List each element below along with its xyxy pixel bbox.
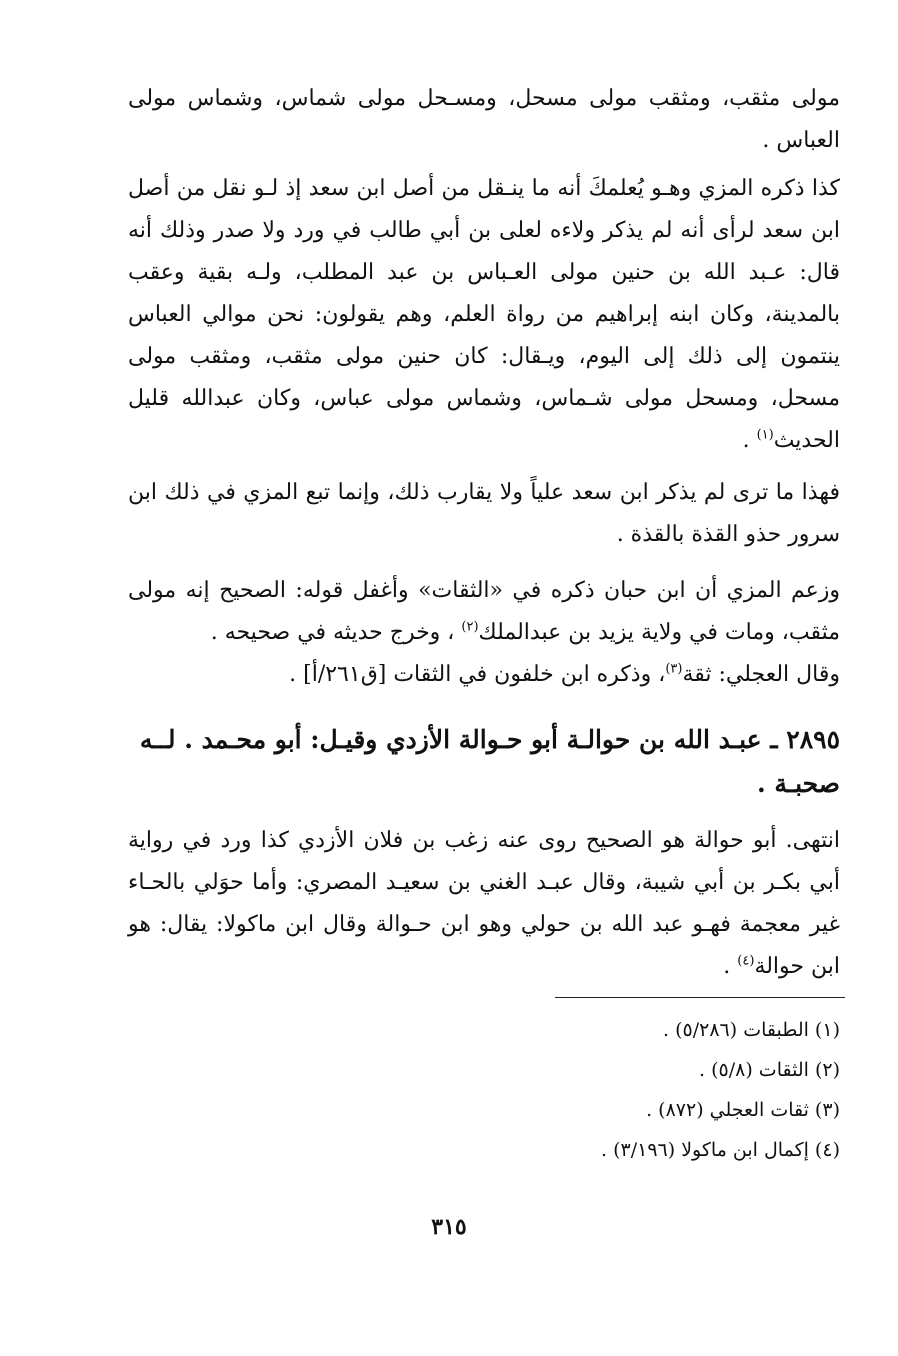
paragraph-2: [128, 168, 840, 462]
footnote-ref-1[interactable]: (١): [756, 427, 774, 443]
footnote-ref-2[interactable]: (٢): [461, 619, 479, 635]
page-number: ٣١٥: [431, 1214, 467, 1240]
paragraph-3: [128, 472, 840, 556]
entry-body: [128, 820, 840, 988]
paragraph-4-line-1-tail: ، وخرج حديثه في صحيحه .: [210, 620, 462, 645]
footnote-4: (٤) إكمال ابن ماكولا (٣/١٩٦) .: [601, 1139, 840, 1161]
paragraph-4-line-2-tail: ، وذكره ابن خلفون في الثقات [ق٢٦١/أ] .: [289, 662, 666, 687]
footnote-ref-4[interactable]: (٤): [737, 953, 755, 969]
paragraph-4-line-2: وقال العجلي: ثقة: [682, 662, 840, 687]
footnote-2: (٢) الثقات (٥/٨) .: [699, 1059, 840, 1081]
entry-heading: ٢٨٩٥ ـ عبـد الله بن حوالـة أبو حـوالة الأزدي وقيـل: أبو محـمد . لــه صحبـة .: [139, 725, 840, 798]
paragraph-1-text: مولى مثقب، ومثقب مولى مسحل، ومسـحل مولى شماس، وشماس مولى العباس .: [128, 86, 840, 153]
footnote-ref-3[interactable]: (٣): [665, 661, 683, 677]
paragraph-4: [128, 570, 840, 696]
entry-body-text: انتهى. أبو حوالة هو الصحيح روى عنه زغب بن فلان الأزدي كذا ورد في رواية أبي بكـر بن أبي شيبة، وقال عبـد الغني بن سعيـد المصري: وأما حوَلي بالحـاء غير معجمة فهـو عبد الله بن حولي وهو ابن حـوالة وقال ابن ماكولا: يقال: هو ابن حوالة: [128, 828, 840, 979]
entry-body-tail: .: [723, 954, 738, 979]
footnotes-list: [128, 1010, 840, 1170]
paragraph-2-tail: .: [742, 428, 757, 453]
paragraph-3-text: فهذا ما ترى لم يذكر ابن سعد علياً ولا يقارب ذلك، وإنما تبع المزي في ذلك ابن سرور حذو القذة بالقذة .: [128, 480, 840, 547]
paragraph-2-text: كذا ذكره المزي وهـو يُعلمكَ أنه ما ينـقل من أصل ابن سعد إذ لـو نقل من أصل ابن سعد لرأى أنه لم يذكر ولاءه لعلى بن أبي طالب في ورد ولا صدر وذلك أنه قال: عـبد الله بن حنين مولى العـباس بن عبد المطلب، ولـه بقية وعقب بالمدينة، وكان ابنه إبراهيم من رواة العلم، وهم يقولون: نحن موالي العباس ينتمون إلى ذلك إلى اليوم، ويـقال: كان حنين مولى مثقب، ومثقب مولى مسحل، ومسحل مولى شـماس، وشماس مولى عباس، وكان عبدالله قليل الحديث: [128, 176, 840, 453]
paragraph-1: [128, 78, 840, 162]
footnote-3: (٣) ثقات العجلي (٨٧٢) .: [646, 1099, 840, 1121]
footnote-1: (١) الطبقات (٥/٢٨٦) .: [663, 1019, 840, 1041]
footnote-divider: [555, 997, 845, 998]
paragraph-4-line-1: وزعم المزي أن ابن حبان ذكره في «الثقات» وأغفل قوله: الصحيح إنه مولى مثقب، ومات في ولاية يزيد بن عبدالملك: [128, 578, 840, 645]
